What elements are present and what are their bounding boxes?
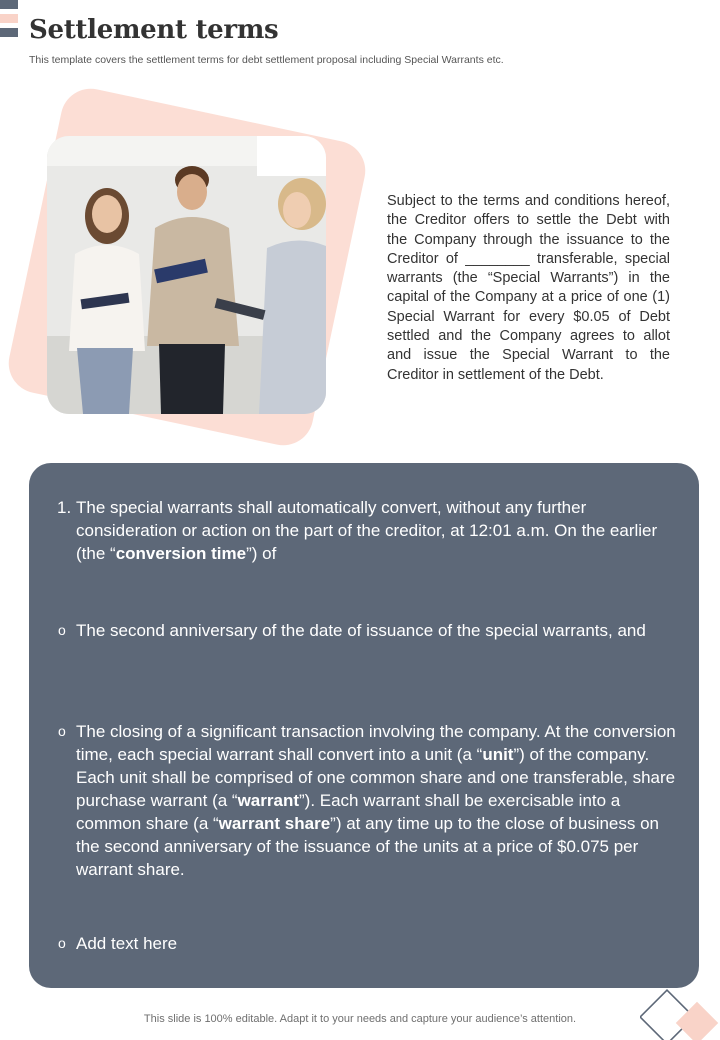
team-photo bbox=[47, 136, 326, 414]
term-text: ”). Each warrant shall be exercisable into a common share (a “ bbox=[76, 791, 621, 833]
term-text: ”) of the company. Each unit shall be comprised of one common share and one transferable, share purchase warrant (a “ bbox=[76, 745, 676, 810]
page-title: Settlement terms bbox=[29, 15, 279, 45]
term-text: ”) of bbox=[246, 544, 277, 563]
term-text: The second anniversary of the date of issuance of the special warrants, and bbox=[76, 621, 646, 640]
intro-paragraph: Subject to the terms and conditions hereof, the Creditor offers to settle the Debt with the Company through the issuance to the Creditor of ________ transferable, special warrants (the “Special Warrants”) in the capital of the Company at a price of one (1) Special Warrant for every $0.05 of Debt settled and the Company agrees to allot and issue the Special Warrant to the Creditor in settlement of the Debt. bbox=[387, 193, 670, 383]
term-text: ”) at any time up to the close of business on the second anniversary of the issuance of the units at a price of $0.075 per warrant share. bbox=[76, 814, 660, 879]
term-bold: conversion time bbox=[115, 544, 247, 563]
corner-bar-dark-2 bbox=[0, 28, 18, 37]
bullet-marker: o bbox=[58, 622, 66, 638]
corner-bar-light bbox=[0, 14, 18, 23]
term-item-2 bbox=[58, 619, 676, 642]
term-text: Add text here bbox=[76, 934, 178, 953]
term-item-1 bbox=[57, 496, 676, 565]
item-number: 1. bbox=[57, 498, 72, 517]
term-text: The closing of a significant transaction involving the company. At the conversion time, each special warrant shall convert into a unit (a “ bbox=[76, 722, 676, 764]
bullet-marker: o bbox=[58, 935, 66, 951]
corner-bar-dark bbox=[0, 0, 18, 9]
term-text: The special warrants shall automatically convert, without any further consideration or action on the part of the creditor, at 12:01 a.m. On the earlier (the “ bbox=[76, 498, 658, 563]
bullet-marker: o bbox=[58, 723, 66, 739]
footer-note: This slide is 100% editable. Adapt it to your needs and capture your audience’s attention. bbox=[143, 1013, 577, 1025]
term-bold: unit bbox=[482, 745, 514, 764]
term-item-4 bbox=[58, 932, 676, 955]
decorative-corner-logo bbox=[640, 988, 720, 1040]
terms-panel bbox=[29, 463, 699, 988]
page-subtitle: This template covers the settlement terms for debt settlement proposal including Special Warrants etc. bbox=[29, 54, 504, 66]
term-bold: warrant share bbox=[218, 814, 331, 833]
term-item-3 bbox=[58, 720, 676, 881]
term-bold: warrant bbox=[237, 791, 299, 810]
